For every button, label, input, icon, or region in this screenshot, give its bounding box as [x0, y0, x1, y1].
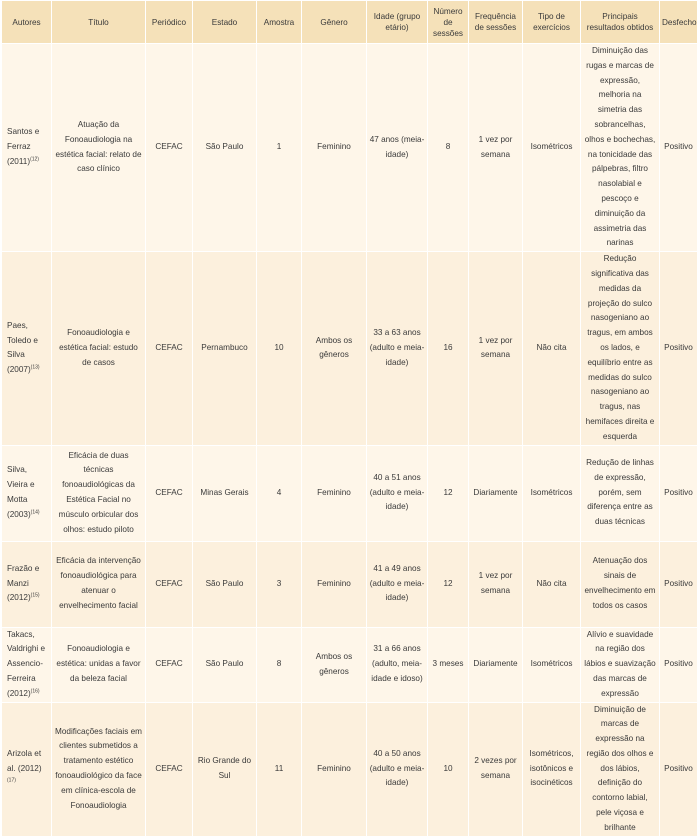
cell-num-sessoes: 8	[428, 44, 469, 252]
cell-num-sessoes: 3 meses	[428, 627, 469, 702]
header-estado: Estado	[193, 1, 257, 44]
reference-superscript: (17)	[7, 777, 16, 784]
header-autores: Autores	[2, 1, 52, 44]
cell-autores: Frazão e Manzi (2012)$^{(15)}$	[2, 541, 52, 627]
header-num-sessoes: Número de sessões	[428, 1, 469, 44]
cell-freq-sessoes: 2 vezes por semana	[469, 702, 523, 836]
cell-tipo-exercicios: Isométricos	[523, 627, 581, 702]
cell-freq-sessoes: 1 vez por semana	[469, 541, 523, 627]
cell-autores: Arizola et al. (2012)$^{(17)}$	[2, 702, 52, 836]
cell-estado: São Paulo	[193, 627, 257, 702]
cell-freq-sessoes: 1 vez por semana	[469, 44, 523, 252]
cell-desfecho: Positivo	[660, 44, 698, 252]
header-desfecho: Desfecho	[660, 1, 698, 44]
reference-superscript: (16)	[30, 687, 40, 694]
table-row	[2, 252, 698, 445]
cell-resultados: Diminuição de marcas de expressão na região dos olhos e dos lábios, definição do contorno labial, pele viçosa e brilhante	[581, 702, 660, 836]
header-genero: Gênero	[302, 1, 367, 44]
cell-periodico: CEFAC	[146, 252, 193, 445]
cell-freq-sessoes: 1 vez por semana	[469, 252, 523, 445]
cell-titulo: Fonoaudiologia e estética: unidas a favor da beleza facial	[52, 627, 146, 702]
cell-idade: 41 a 49 anos (adulto e meia-idade)	[367, 541, 428, 627]
cell-genero: Feminino	[302, 445, 367, 541]
cell-desfecho: Positivo	[660, 445, 698, 541]
cell-periodico: CEFAC	[146, 445, 193, 541]
cell-genero: Feminino	[302, 541, 367, 627]
cell-titulo: Eficácia de duas técnicas fonoaudiológicas da Estética Facial no músculo orbicular dos olhos: estudo piloto	[52, 445, 146, 541]
cell-num-sessoes: 12	[428, 445, 469, 541]
table-row	[2, 627, 698, 702]
table-row	[2, 445, 698, 541]
cell-tipo-exercicios: Isométricos	[523, 44, 581, 252]
table-row	[2, 541, 698, 627]
cell-estado: São Paulo	[193, 44, 257, 252]
cell-resultados: Redução significativa das medidas da projeção do sulco nasogeniano ao tragus, em ambos os lados, e equilíbrio entre as medidas do sulco nasogeniano ao tragus, nas hemifaces direita e esquerda	[581, 252, 660, 445]
cell-titulo: Eficácia da intervenção fonoaudiológica para atenuar o envelhecimento facial	[52, 541, 146, 627]
cell-genero: Feminino	[302, 44, 367, 252]
cell-titulo: Modificações faciais em clientes submetidos a tratamento estético fonoaudiológico da face em clínica-escola de Fonoaudiologia	[52, 702, 146, 836]
cell-amostra: 4	[257, 445, 302, 541]
cell-idade: 33 a 63 anos (adulto e meia-idade)	[367, 252, 428, 445]
cell-periodico: CEFAC	[146, 44, 193, 252]
header-amostra: Amostra	[257, 1, 302, 44]
cell-autores: Takacs, Valdrighi e Assencio-Ferreira (2012)$^{(16)}$	[2, 627, 52, 702]
cell-resultados: Diminuição das rugas e marcas de expressão, melhoria na simetria das sobrancelhas, olhos e bochechas, na tonicidade das pálpebras, filtro nasolabial e pescoço e diminuição da assimetria das narinas	[581, 44, 660, 252]
cell-tipo-exercicios: Não cita	[523, 541, 581, 627]
table-row	[2, 702, 698, 836]
header-titulo: Título	[52, 1, 146, 44]
cell-estado: São Paulo	[193, 541, 257, 627]
cell-autores: Paes, Toledo e Silva (2007)$^{(13)}$	[2, 252, 52, 445]
cell-idade: 40 a 51 anos (adulto e meia-idade)	[367, 445, 428, 541]
reference-superscript: (15)	[30, 592, 40, 599]
cell-amostra: 3	[257, 541, 302, 627]
cell-idade: 40 a 50 anos (adulto e meia-idade)	[367, 702, 428, 836]
cell-genero: Ambos os gêneros	[302, 252, 367, 445]
studies-table	[1, 0, 698, 837]
header-resultados: Principais resultados obtidos	[581, 1, 660, 44]
cell-resultados: Redução de linhas de expressão, porém, sem diferença entre as duas técnicas	[581, 445, 660, 541]
cell-resultados: Alívio e suavidade na região dos lábios e suavização das marcas de expressão	[581, 627, 660, 702]
table-header-row	[2, 1, 698, 44]
cell-titulo: Fonoaudiologia e estética facial: estudo de casos	[52, 252, 146, 445]
cell-tipo-exercicios: Não cita	[523, 252, 581, 445]
cell-freq-sessoes: Diariamente	[469, 445, 523, 541]
cell-periodico: CEFAC	[146, 702, 193, 836]
header-idade: Idade (grupo etário)	[367, 1, 428, 44]
header-freq-sessoes: Frequência de sessões	[469, 1, 523, 44]
cell-periodico: CEFAC	[146, 541, 193, 627]
cell-amostra: 10	[257, 252, 302, 445]
cell-periodico: CEFAC	[146, 627, 193, 702]
cell-genero: Feminino	[302, 702, 367, 836]
cell-desfecho: Positivo	[660, 252, 698, 445]
cell-resultados: Atenuação dos sinais de envelhecimento em todos os casos	[581, 541, 660, 627]
cell-genero: Ambos os gêneros	[302, 627, 367, 702]
reference-superscript: (13)	[30, 364, 40, 371]
cell-freq-sessoes: Diariamente	[469, 627, 523, 702]
reference-superscript: (14)	[30, 509, 40, 516]
header-periodico: Periódico	[146, 1, 193, 44]
cell-desfecho: Positivo	[660, 702, 698, 836]
cell-titulo: Atuação da Fonoaudiologia na estética facial: relato de caso clínico	[52, 44, 146, 252]
cell-idade: 31 a 66 anos (adulto, meia-idade e idoso)	[367, 627, 428, 702]
cell-num-sessoes: 12	[428, 541, 469, 627]
cell-tipo-exercicios: Isométricos	[523, 445, 581, 541]
header-tipo-exercicios: Tipo de exercícios	[523, 1, 581, 44]
cell-tipo-exercicios: Isométricos, isotônicos e isocinéticos	[523, 702, 581, 836]
cell-num-sessoes: 16	[428, 252, 469, 445]
table-row	[2, 44, 698, 252]
reference-superscript: (12)	[30, 156, 39, 163]
cell-autores: Santos e Ferraz (2011)$^{(12)}$	[2, 44, 52, 252]
cell-desfecho: Positivo	[660, 627, 698, 702]
cell-amostra: 8	[257, 627, 302, 702]
cell-num-sessoes: 10	[428, 702, 469, 836]
cell-desfecho: Positivo	[660, 541, 698, 627]
cell-autores: Silva, Vieira e Motta (2003)$^{(14)}$	[2, 445, 52, 541]
cell-estado: Pernambuco	[193, 252, 257, 445]
cell-estado: Rio Grande do Sul	[193, 702, 257, 836]
cell-idade: 47 anos (meia-idade)	[367, 44, 428, 252]
cell-amostra: 1	[257, 44, 302, 252]
cell-amostra: 11	[257, 702, 302, 836]
cell-estado: Minas Gerais	[193, 445, 257, 541]
